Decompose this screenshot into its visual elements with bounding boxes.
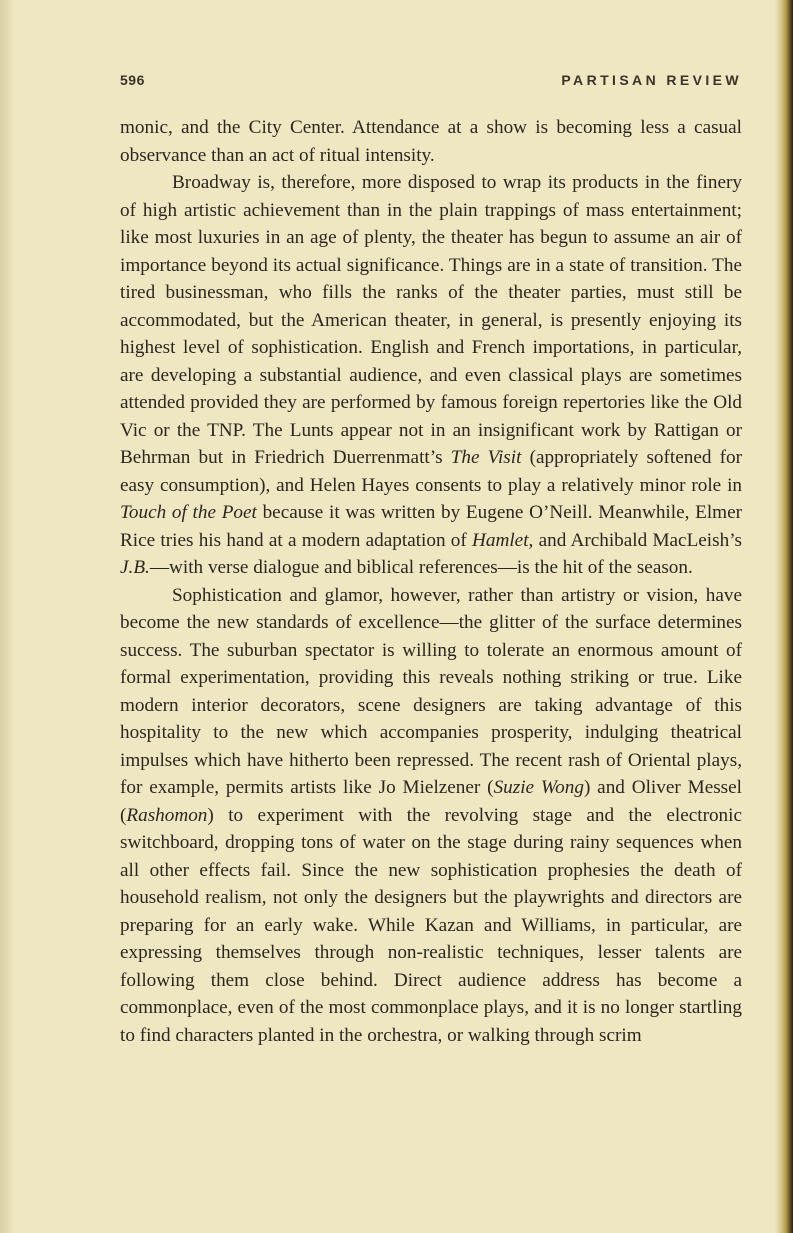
- text-run: Broadway is, therefore, more disposed to wrap its products in the finery of high artistic achievement than in the plain trappings of mass entertainment; like most luxuries in an age of plenty, the theater has begun to assume an air of importance beyond its actual significance. Things are in a state of transition. The tired businessman, who fills the ranks of the theater parties, must still be accommodated, but the American theater, in general, is presently enjoying its highest level of sophistication. English and French importations, in particular, are developing a substantial audience, and even classical plays are sometimes attended provided they are performed by famous foreign repertories like the Old Vic or the TNP. The Lunts appear not in an insignificant work by Rattigan or Behrman but in Friedrich Duerrenmatt’s: [120, 172, 742, 468]
- body-text: [120, 114, 742, 1049]
- page-header: [120, 72, 742, 92]
- paragraph: [120, 114, 742, 169]
- paragraph: [120, 169, 742, 582]
- text-run: because it was written by Eugene O’Neill. Meanwhile, Elmer Rice tries his hand at a modern adaptation of: [120, 502, 742, 551]
- text-run: and Archibald MacLeish’s: [533, 529, 742, 551]
- text-run: ) and Oliver Messel (: [120, 777, 742, 826]
- italic-title: The Visit: [450, 447, 522, 468]
- text-run: ) to experiment with the revolving stage and the electronic switchboard, dropping tons of water on the stage during rainy sequences when all other effects fail. Since the new sophistication prophesies the death of household realism, not only the designers but the playwrights and directors are preparing for an early wake. While Kazan and Williams, in particular, are expressing themselves through non-realistic techniques, lesser talents are following them close behind. Direct audience address has become a commonplace, even of the most commonplace plays, and it is no longer startling to find characters planted in the orchestra, or walking through scrim: [120, 804, 742, 1046]
- page-number: 596: [120, 72, 145, 88]
- text-run: Sophistication and glamor, however, rather than artistry or vision, have become the new standards of excellence—the glitter of the surface determines success. The suburban spectator is willing to tolerate an enormous amount of formal experimentation, providing this reveals nothing striking or true. Like modern interior decorators, scene designers are taking advantage of this hospitality to the new which accompanies prosperity, indulging theatrical impulses which have hitherto been repressed. The recent rash of Oriental plays, for example, permits artists like Jo Mielzener (: [120, 584, 742, 798]
- text-run: (appropriately softened for easy consumption), and Helen Hayes consents to play a relatively minor role in: [120, 447, 742, 496]
- paragraph: [120, 582, 742, 1050]
- text-run: —with verse dialogue and biblical references—is the hit of the season.: [149, 557, 693, 578]
- italic-title: J.B.: [120, 557, 150, 578]
- text-run: monic, and the City Center. Attendance at a show is becoming less a casual observance than an act of ritual intensity.: [120, 117, 742, 166]
- page-binding-edge: [775, 0, 793, 1233]
- page-left-edge: [0, 0, 14, 1233]
- italic-title: Touch of the Poet: [120, 502, 257, 523]
- italic-title: Suzie Wong: [493, 777, 584, 798]
- italic-title: Hamlet,: [472, 529, 534, 551]
- running-head: PARTISAN REVIEW: [561, 72, 742, 88]
- italic-title: Rashomon: [126, 804, 208, 826]
